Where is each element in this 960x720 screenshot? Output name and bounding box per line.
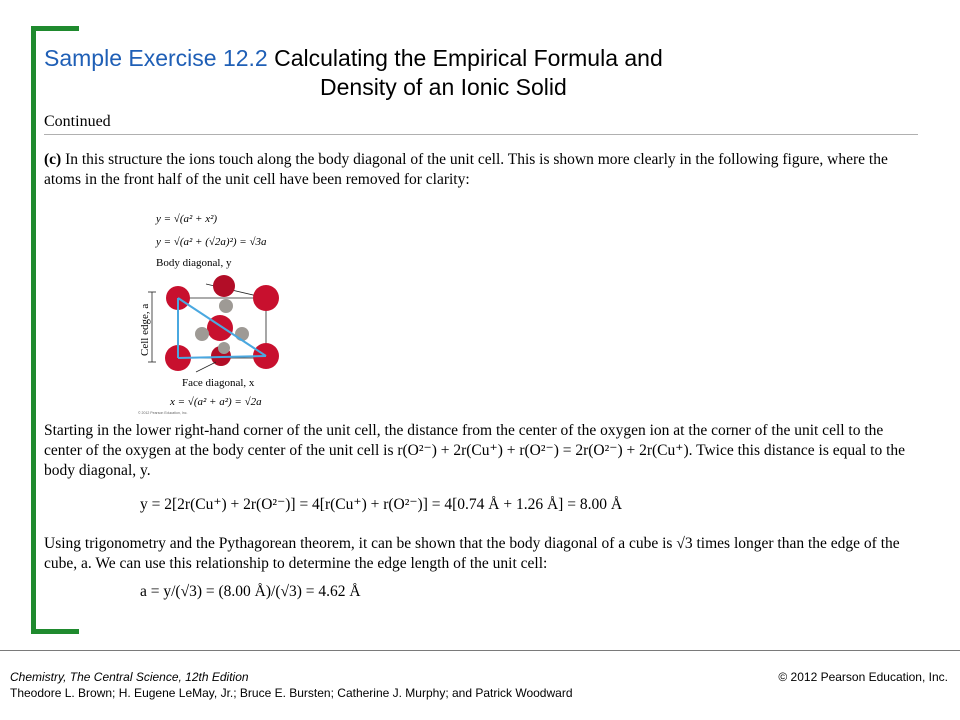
trig-text-b: times longer than the edge of the cube, a. We can use this relationship to determine the edge length of the unit cell: <box>44 535 900 572</box>
continued-label: Continued <box>44 113 111 130</box>
part-c-text: In this structure the ions touch along the body diagonal of the unit cell. This is shown more clearly in the following figure, where the atoms in the front half of the unit cell have been removed for clarity: <box>44 151 888 188</box>
sqrt-three: √3 <box>676 535 693 552</box>
distance-text-b: . Twice this distance is equal to the body diagonal, y. <box>44 442 906 479</box>
footer-copyright: © 2012 Pearson Education, Inc. <box>778 670 948 684</box>
part-c-label: (c) <box>44 151 62 168</box>
header-rule <box>44 134 918 135</box>
copper-atom <box>219 299 233 313</box>
footer-rule <box>0 650 960 651</box>
copper-atom <box>235 327 249 341</box>
figure-eq-bottom: x = √(a² + a²) = √2a <box>170 396 262 408</box>
copper-atom <box>195 327 209 341</box>
paragraph-part-c <box>44 150 924 190</box>
footer-book <box>10 670 249 684</box>
figure-cell-edge-label: Cell edge, a <box>139 303 151 356</box>
distance-text-a: Starting in the lower right-hand corner of the unit cell, the distance from the center of the oxygen ion at the corner of the unit cell to the center of the oxygen at the body center of the unit cell is <box>44 422 884 459</box>
unit-cell-figure <box>136 206 286 416</box>
title-line-2: Density of an Ionic Solid <box>320 74 567 100</box>
green-bracket-bottom <box>31 629 79 634</box>
figure-credit: © 2012 Pearson Education, Inc. <box>138 411 188 415</box>
figure-eq-top-1: y = √(a² + x²) <box>156 213 218 225</box>
paragraph-distance <box>44 421 924 481</box>
slide-title <box>44 44 663 73</box>
face-diagonal-pointer <box>196 362 216 372</box>
oxygen-atom <box>253 285 279 311</box>
figure-body-diagonal-label: Body diagonal, y <box>156 257 232 269</box>
footer-authors: Theodore L. Brown; H. Eugene LeMay, Jr.; Bruce E. Bursten; Catherine J. Murphy; and Patrick Woodward <box>10 686 573 700</box>
green-bracket-top <box>31 26 79 31</box>
title-line-1: Calculating the Empirical Formula and <box>274 45 663 71</box>
copper-atom <box>218 342 230 354</box>
edge-length-equation: a = y/(√3) = (8.00 Å)/(√3) = 4.62 Å <box>140 583 361 600</box>
figure-face-diagonal-label: Face diagonal, x <box>182 377 255 389</box>
footer-book-title: Chemistry, The Central Science, 12th Edition <box>10 670 249 684</box>
trig-text-a: Using trigonometry and the Pythagorean theorem, it can be shown that the body diagonal of a cube is <box>44 535 677 552</box>
title-exercise-number: Sample Exercise 12.2 <box>44 45 268 71</box>
green-bracket-left <box>31 26 36 634</box>
paragraph-trig <box>44 534 924 574</box>
distance-expression: r(O²⁻) + 2r(Cu⁺) + r(O²⁻) = 2r(O²⁻) + 2r(Cu⁺) <box>397 442 689 459</box>
oxygen-atom <box>213 275 235 297</box>
figure-eq-top-2: y = √(a² + (√2a)²) = √3a <box>156 236 267 248</box>
body-diagonal-equation: y = 2[2r(Cu⁺) + 2r(O²⁻)] = 4[r(Cu⁺) + r(O²⁻)] = 4[0.74 Å + 1.26 Å] = 8.00 Å <box>140 496 623 513</box>
